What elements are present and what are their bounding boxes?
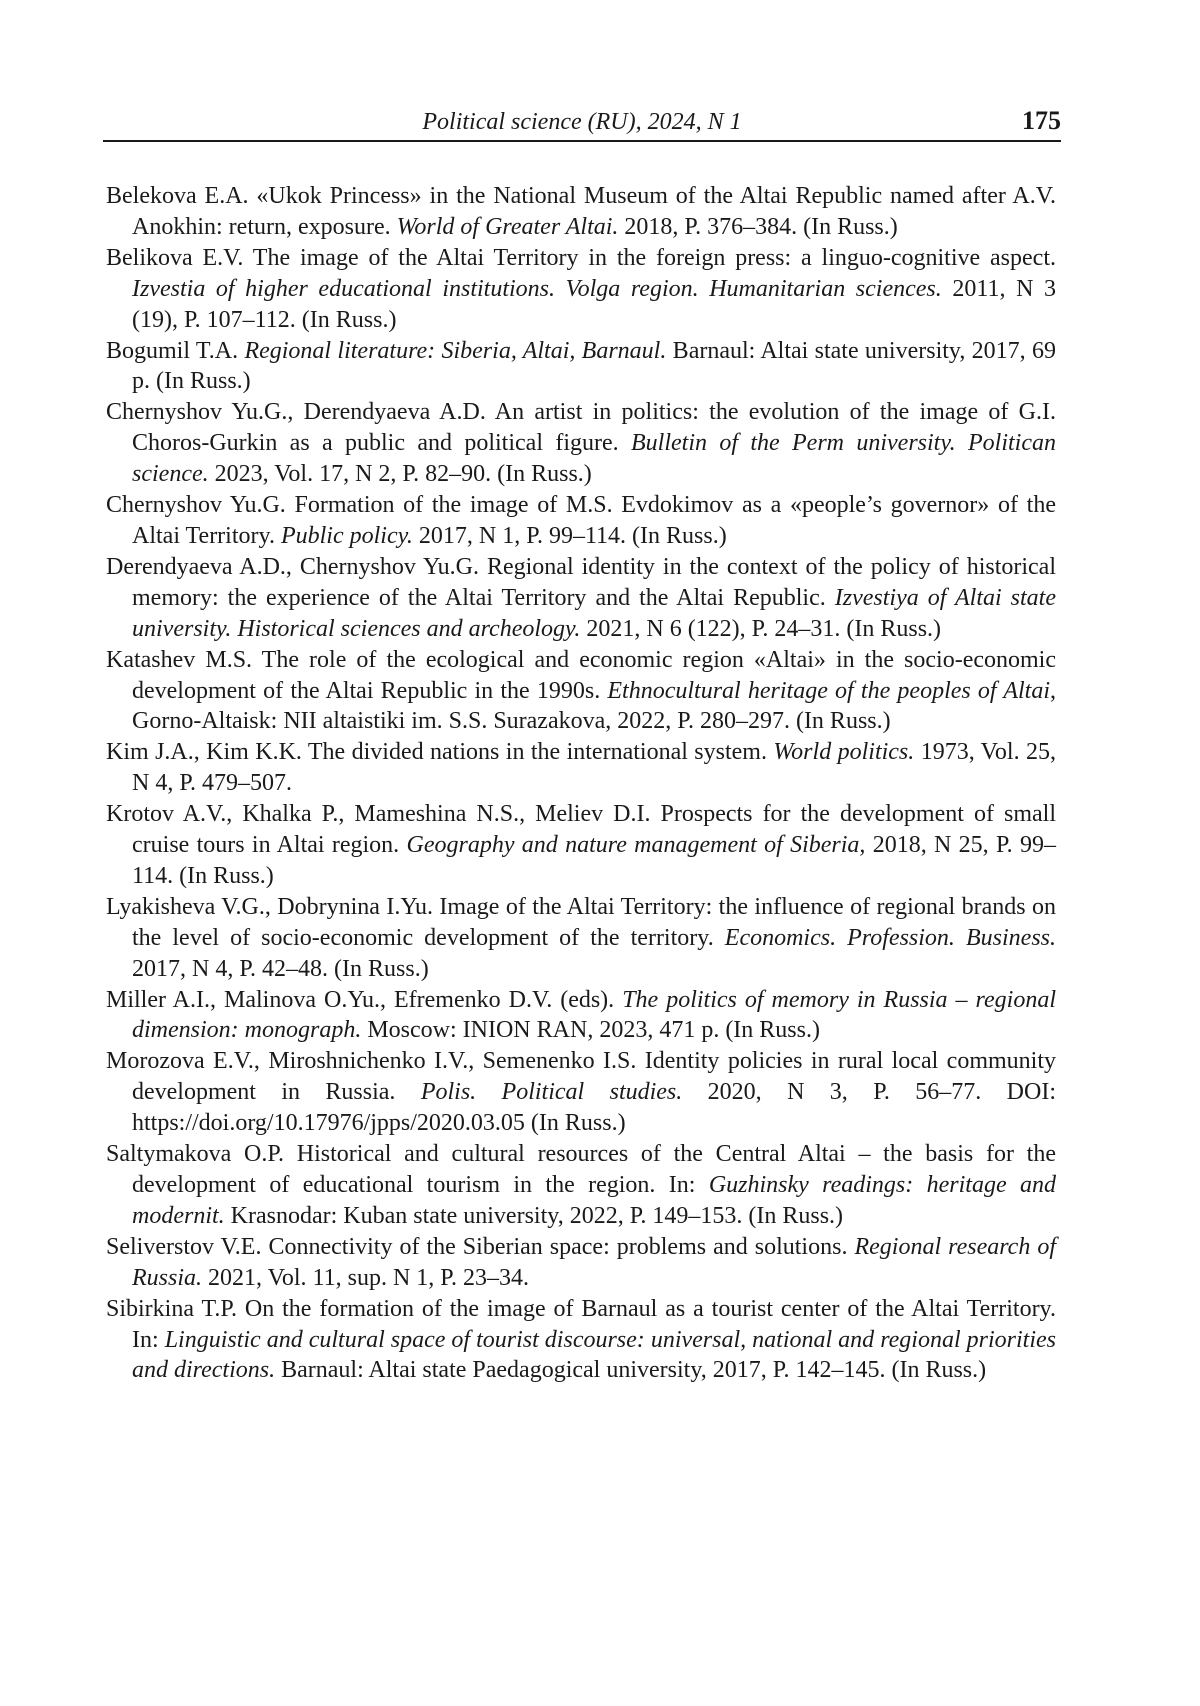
reference-source-title: Bulletin of the Perm university. Politican science. xyxy=(132,430,1056,488)
reference-text: Belekova E.A. «Ukok Princess» in the National Museum of the Altai Republic named after A.V. Anokhin: return, exposure. xyxy=(106,183,1056,240)
reference-entry xyxy=(106,397,1056,490)
reference-text: Katashev M.S. The role of the ecological and economic region «Altai» in the socio-economic development of the Altai Republic in the 1990s. xyxy=(106,646,1056,704)
reference-text: , Gorno-Altaisk: NII altaistiki im. S.S. Surazakova, 2022, P. 280–297. (In Russ.) xyxy=(132,677,1056,735)
reference-text: Moscow: INION RAN, 2023, 471 p. (In Russ.) xyxy=(361,1017,820,1044)
reference-text: 2018, P. 376–384. (In Russ.) xyxy=(618,213,898,240)
reference-source-title: Ethnocultural heritage of the peoples of Altai xyxy=(607,677,1050,704)
reference-text: Morozova E.V., Miroshnichenko I.V., Semenenko I.S. Identity policies in rural local community development in Russia. xyxy=(106,1048,1056,1106)
reference-entry xyxy=(106,892,1056,985)
reference-text: Miller A.I., Malinova O.Yu., Efremenko D.V. (eds). xyxy=(106,986,623,1013)
reference-source-title: World politics. xyxy=(773,739,915,766)
reference-entry xyxy=(106,336,1056,398)
reference-text: 2017, N 4, P. 42–48. (In Russ.) xyxy=(132,955,429,982)
reference-source-title: Economics. Profession. Business. xyxy=(724,924,1056,951)
reference-text: 2021, Vol. 11, sup. N 1, P. 23–34. xyxy=(202,1264,529,1291)
reference-text: 2021, N 6 (122), P. 24–31. (In Russ.) xyxy=(580,615,942,642)
reference-text: Kim J.A., Kim K.K. The divided nations in the international system. xyxy=(106,739,774,766)
reference-source-title: Izvestiya of Altai state university. Historical sciences and archeology. xyxy=(132,584,1056,642)
reference-text: Saltymakova O.P. Historical and cultural resources of the Central Altai – the basis for the development of educational tourism in the region. In: xyxy=(106,1141,1056,1198)
reference-text: Krasnodar: Kuban state university, 2022, P. 149–153. (In Russ.) xyxy=(224,1202,844,1229)
reference-entry xyxy=(106,1232,1056,1294)
reference-source-title: The politics of memory in Russia – regional dimension: monograph. xyxy=(132,986,1056,1044)
reference-entry xyxy=(106,737,1056,799)
reference-entry xyxy=(106,799,1056,892)
reference-text: Bogumil T.A. xyxy=(106,337,245,364)
reference-text: 1973, Vol. 25, N 4, P. 479–507. xyxy=(132,739,1057,797)
reference-source-title: Izvestia of higher educational institutions. Volga region. Humanitarian sciences. xyxy=(132,275,942,302)
reference-source-title: Linguistic and cultural space of tourist discourse: universal, national and regional priorities and directions. xyxy=(132,1326,1056,1384)
reference-source-title: World of Greater Altai. xyxy=(396,213,619,240)
reference-text: Derendyaeva A.D., Chernyshov Yu.G. Regional identity in the context of the policy of historical memory: the experience of the Altai Territory and the Altai Republic. xyxy=(106,553,1056,611)
reference-text: 2020, N 3, P. 56–77. DOI: https://doi.org/10.17976/jpps/2020.03.05 (In Russ.) xyxy=(132,1079,1057,1137)
reference-entry xyxy=(106,1139,1056,1232)
journal-title: Political science (RU), 2024, N 1 xyxy=(422,109,742,135)
reference-source-title: Geography and nature management of Siberia, xyxy=(406,832,866,859)
reference-source-title: Guzhinsky readings: heritage and modernit. xyxy=(132,1172,1056,1229)
reference-source-title: Regional literature: Siberia, Altai, Barnaul. xyxy=(244,337,667,364)
page-number: 175 xyxy=(1022,106,1061,135)
reference-text: 2018, N 25, P. 99–114. (In Russ.) xyxy=(132,832,1056,889)
reference-text: Seliverstov V.E. Connectivity of the Siberian space: problems and solutions. xyxy=(106,1233,855,1260)
reference-entry xyxy=(106,985,1056,1047)
reference-text: 2017, N 1, P. 99–114. (In Russ.) xyxy=(412,522,727,549)
reference-entry xyxy=(106,552,1056,645)
reference-entry xyxy=(106,645,1056,738)
reference-text: Belikova E.V. The image of the Altai Territory in the foreign press: a linguo-cognitive aspect. xyxy=(106,244,1056,271)
reference-source-title: Public policy. xyxy=(280,522,413,549)
reference-text: Barnaul: Altai state university, 2017, 69 p. (In Russ.) xyxy=(132,337,1056,395)
reference-source-title: Regional research of Russia. xyxy=(132,1233,1057,1291)
reference-text: Krotov A.V., Khalka P., Mameshina N.S., Meliev D.I. Prospects for the development of small cruise tours in Altai region. xyxy=(106,801,1056,859)
reference-list xyxy=(106,181,1056,1386)
reference-text: Chernyshov Yu.G. Formation of the image of M.S. Evdokimov as a «people’s governor» of the Altai Territory. xyxy=(106,492,1056,549)
reference-text: 2011, N 3 (19), P. 107–112. (In Russ.) xyxy=(132,275,1056,333)
reference-entry xyxy=(106,243,1056,336)
reference-entry xyxy=(106,490,1056,552)
reference-entry xyxy=(106,1046,1056,1139)
reference-text: Sibirkina T.P. On the formation of the image of Barnaul as a tourist center of the Altai Territory. In: xyxy=(106,1295,1056,1353)
reference-text: Chernyshov Yu.G., Derendyaeva A.D. An artist in politics: the evolution of the image of G.I. Choros-Gurkin as a public and political figure. xyxy=(106,399,1056,457)
reference-text: 2023, Vol. 17, N 2, P. 82–90. (In Russ.) xyxy=(208,461,592,488)
reference-entry xyxy=(106,181,1056,243)
reference-text: Barnaul: Altai state Paedagogical university, 2017, P. 142–145. (In Russ.) xyxy=(275,1357,987,1384)
reference-text: Lyakisheva V.G., Dobrynina I.Yu. Image of the Altai Territory: the influence of regional brands on the level of socio-economic development of the territory. xyxy=(106,893,1056,951)
running-header xyxy=(103,104,1061,142)
reference-entry xyxy=(106,1294,1056,1387)
reference-source-title: Polis. Political studies. xyxy=(420,1079,683,1106)
